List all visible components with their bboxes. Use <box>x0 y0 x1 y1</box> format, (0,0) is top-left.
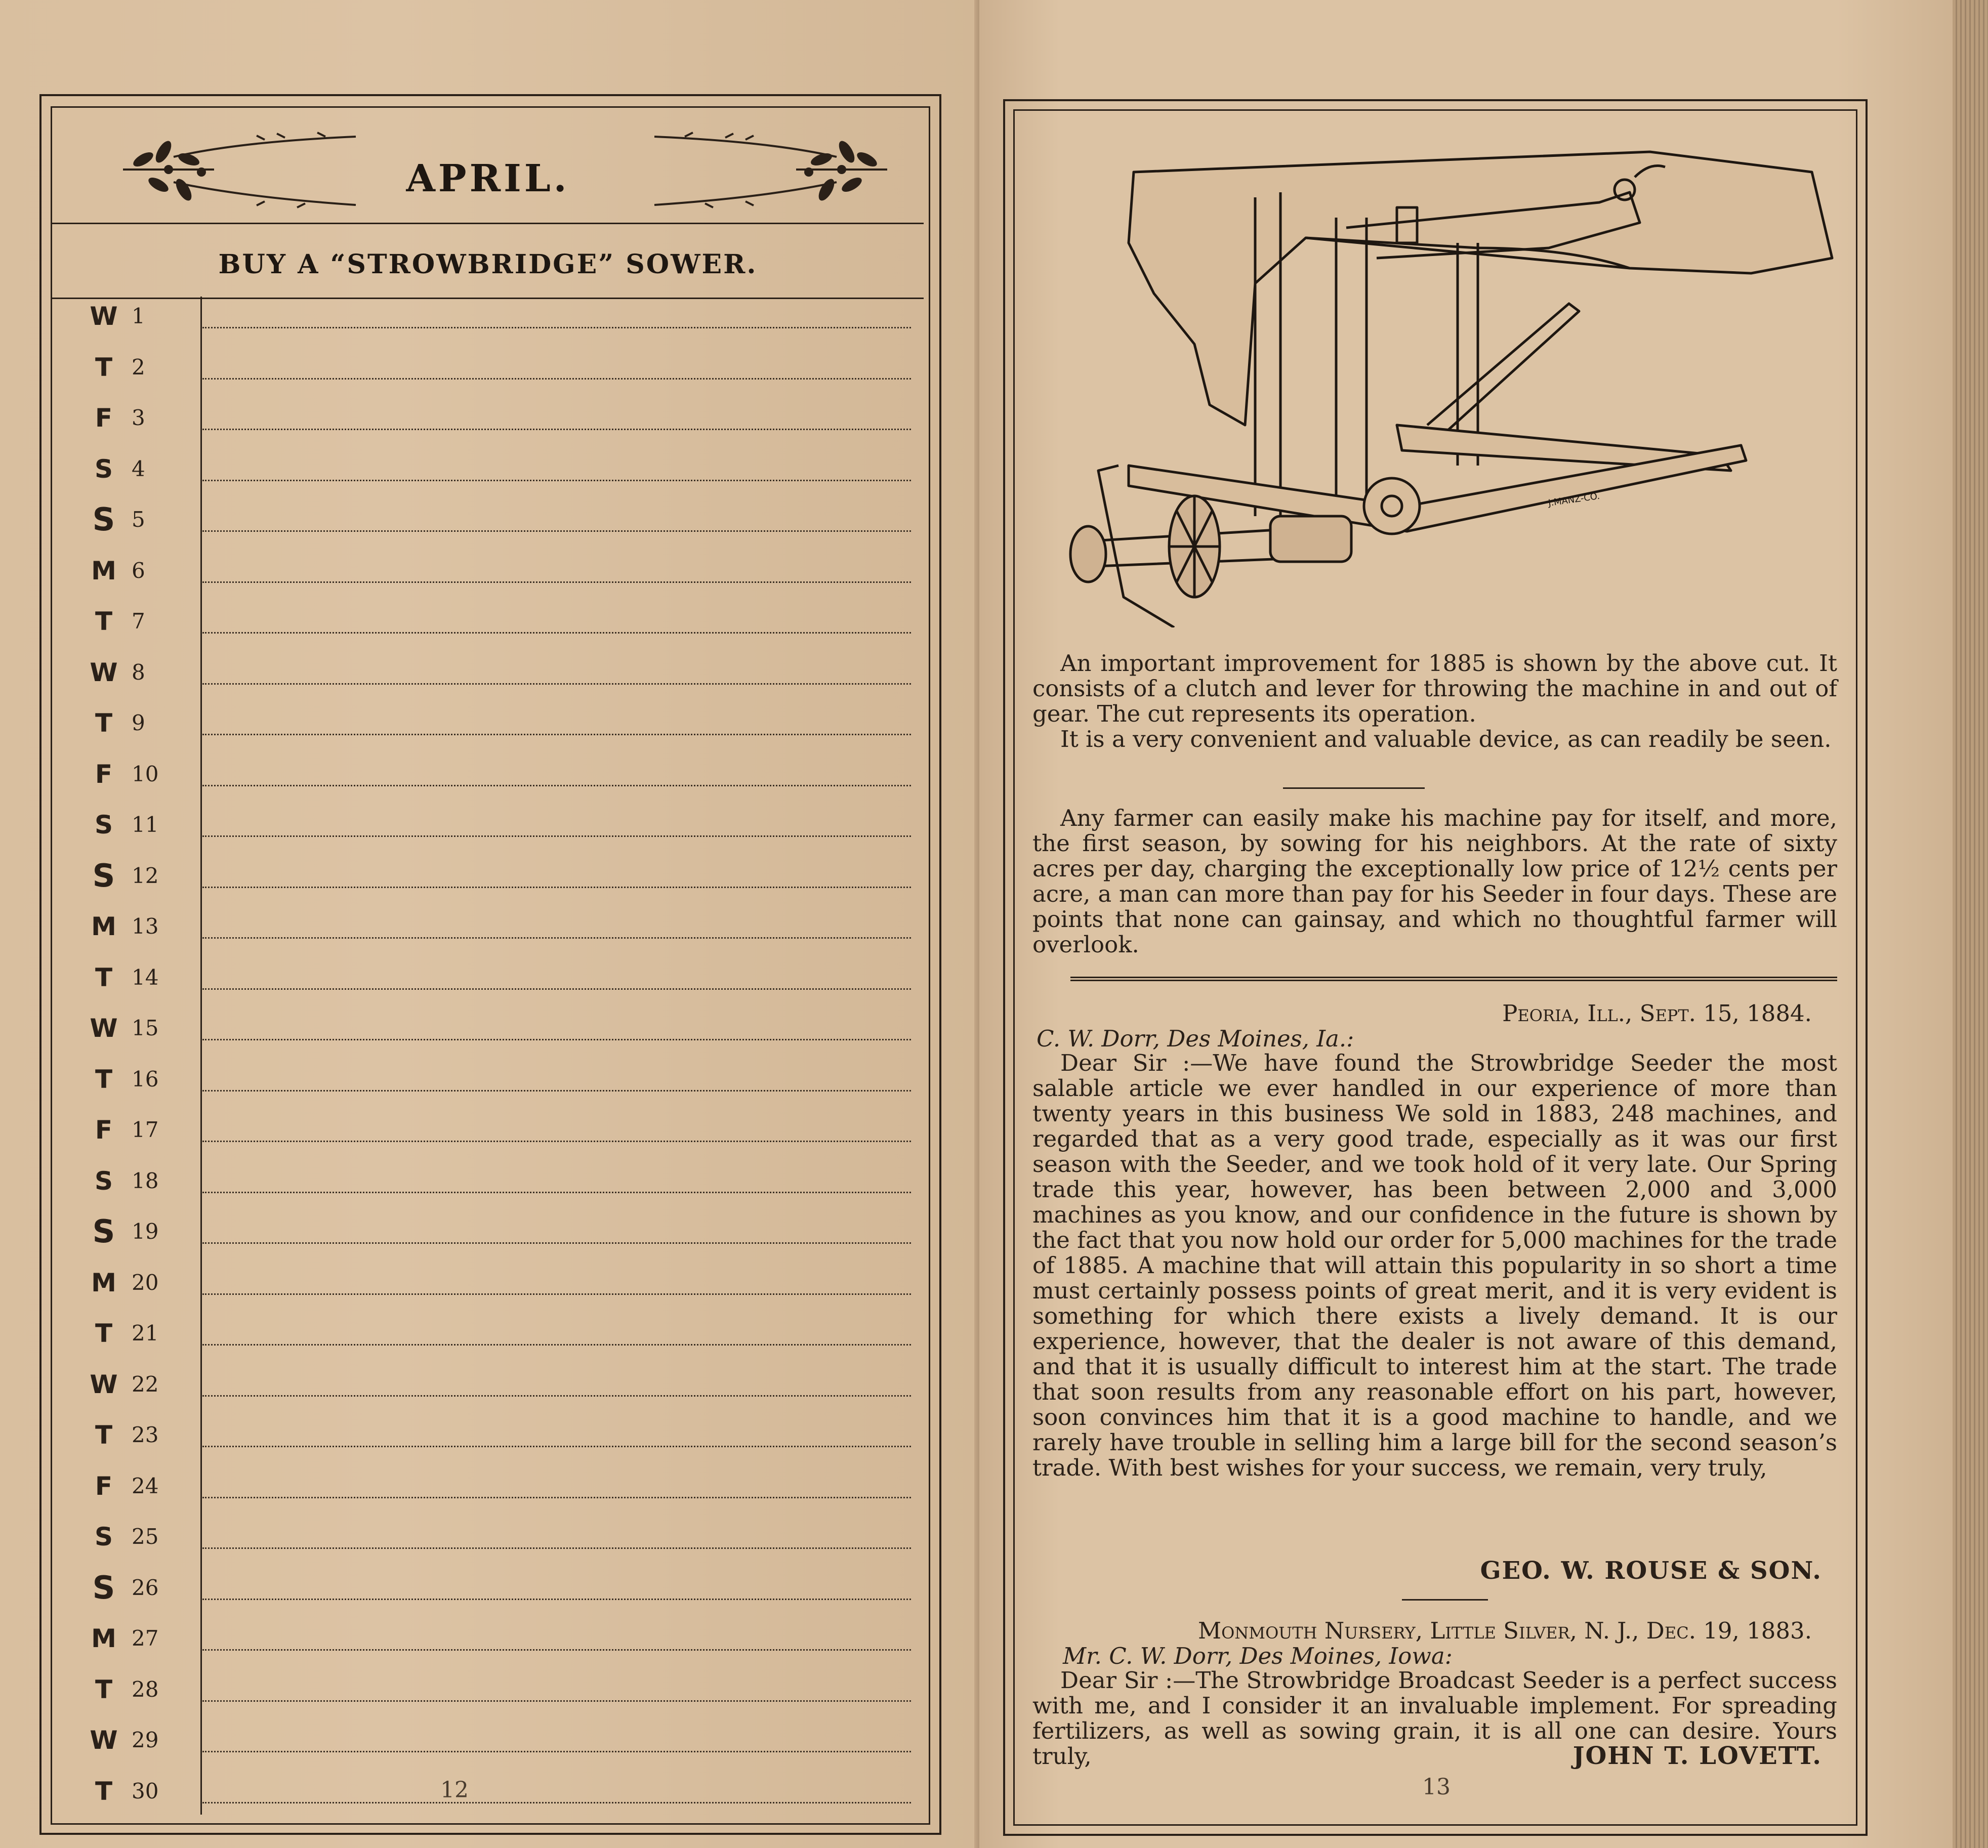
testimonials-rule-1 <box>1070 977 1837 978</box>
memo-line[interactable] <box>202 429 911 430</box>
calendar-row <box>71 297 911 347</box>
calendar-row <box>71 398 911 449</box>
day-number: 10 <box>132 761 159 786</box>
day-of-week: S <box>92 501 115 538</box>
memo-line[interactable] <box>202 1751 911 1752</box>
day-of-week: S <box>94 454 113 484</box>
day-of-week: F <box>95 759 113 789</box>
day-of-week: F <box>95 1115 113 1145</box>
day-of-week: W <box>90 1369 118 1399</box>
improvement-para-2: It is a very convenient and valuable device, as can readily be seen. <box>1060 726 1832 752</box>
memo-line[interactable] <box>202 683 911 685</box>
day-number: 20 <box>132 1270 159 1295</box>
memo-line[interactable] <box>202 1039 911 1040</box>
letter2-addressee: Mr. C. W. Dorr, Des Moines, Iowa: <box>1063 1643 1453 1669</box>
calendar-row <box>71 1415 911 1466</box>
memo-line[interactable] <box>202 1293 911 1295</box>
memo-line[interactable] <box>202 1090 911 1091</box>
memo-line[interactable] <box>202 1395 911 1397</box>
farmer-notice <box>1032 806 1837 957</box>
day-number: 7 <box>132 609 145 634</box>
left-page-number: 12 <box>440 1777 469 1803</box>
calendar-row <box>71 1365 911 1415</box>
letter1 <box>1032 1051 1837 1481</box>
day-of-week: T <box>95 1420 113 1450</box>
right-page-number: 13 <box>1422 1774 1451 1800</box>
calendar-row <box>71 703 911 754</box>
memo-line[interactable] <box>202 1242 911 1244</box>
day-of-week: S <box>92 1213 115 1250</box>
day-number: 24 <box>132 1473 159 1498</box>
section-rule <box>1283 787 1425 789</box>
memo-line[interactable] <box>202 1599 911 1600</box>
day-number: 15 <box>132 1016 159 1040</box>
calendar-row <box>71 1670 911 1720</box>
month-header <box>52 121 924 223</box>
memo-line[interactable] <box>202 1141 911 1142</box>
day-of-week: T <box>95 607 113 636</box>
farmer-para: Any farmer can easily make his machine pay for itself, and more, the first season, by sowing for his neighbors. At the rate of sixty acres per day, charging the exceptionally low price of 12½ cents per acre, a man can more than pay for his Seeder in four days. These are points that none can gainsay, and which no thoughtful farmer will overlook. <box>1032 805 1837 958</box>
letter1-signature: GEO. W. ROUSE & SON. <box>1480 1557 1822 1585</box>
memo-line[interactable] <box>202 988 911 990</box>
memo-line[interactable] <box>202 785 911 786</box>
day-of-week: M <box>91 1268 116 1297</box>
calendar-row <box>71 1772 911 1822</box>
day-of-week: T <box>95 352 113 382</box>
calendar-row <box>71 754 911 805</box>
day-of-week: T <box>95 708 113 738</box>
day-number: 11 <box>132 812 159 837</box>
day-of-week: S <box>94 810 113 839</box>
slogan: BUY A “STROWBRIDGE” SOWER. <box>218 249 758 280</box>
engraver-mark: J.MANZ-CO. <box>1547 490 1601 509</box>
calendar-row <box>71 1466 911 1517</box>
day-number: 18 <box>132 1168 159 1193</box>
day-number: 23 <box>132 1422 159 1447</box>
improvement-para-1: An important improvement for 1885 is shown by the above cut. It consists of a clutch and lever for throwing the machine in and out of gear. The cut represents its operation. <box>1032 650 1837 727</box>
day-number: 17 <box>132 1117 159 1142</box>
day-number: 13 <box>132 914 159 939</box>
calendar-row <box>71 856 911 907</box>
calendar-row <box>71 907 911 957</box>
day-number: 16 <box>132 1066 159 1091</box>
memo-line[interactable] <box>202 480 911 481</box>
calendar-row <box>71 1161 911 1212</box>
calendar-row <box>71 805 911 856</box>
day-of-week: S <box>92 1569 115 1606</box>
memo-line[interactable] <box>202 835 911 837</box>
memo-line[interactable] <box>202 1649 911 1651</box>
day-number: 14 <box>132 964 159 990</box>
calendar-row <box>71 1060 911 1110</box>
memo-line[interactable] <box>202 1192 911 1193</box>
letter1-addressee: C. W. Dorr, Des Moines, Ia.: <box>1037 1025 1354 1052</box>
header-rule <box>52 223 924 224</box>
calendar-row <box>71 1212 911 1263</box>
calendar-row <box>71 1314 911 1364</box>
calendar-row <box>71 653 911 703</box>
day-number: 27 <box>132 1626 159 1651</box>
calendar-row <box>71 1517 911 1568</box>
day-number: 9 <box>132 710 145 735</box>
memo-line[interactable] <box>202 887 911 888</box>
seeder-clutch-illustration <box>1043 142 1852 627</box>
day-of-week: S <box>94 1166 113 1196</box>
calendar-row <box>71 1619 911 1669</box>
calendar-row <box>71 1263 911 1314</box>
ornament-right-icon <box>614 121 897 223</box>
day-number: 4 <box>132 456 145 481</box>
memo-line[interactable] <box>202 1446 911 1447</box>
calendar-row <box>71 602 911 652</box>
calendar-row <box>71 1009 911 1059</box>
day-number: 29 <box>132 1728 159 1752</box>
memo-line[interactable] <box>202 327 911 328</box>
day-number: 3 <box>132 405 145 430</box>
day-number: 8 <box>132 659 145 685</box>
day-number: 1 <box>132 304 145 328</box>
memo-line[interactable] <box>202 530 911 532</box>
calendar-row <box>71 1110 911 1161</box>
letter1-dateline: Peoria, Ill., Sept. 15, 1884. <box>1502 1000 1812 1027</box>
memo-line[interactable] <box>202 1700 911 1702</box>
day-of-week: W <box>90 1726 118 1755</box>
day-of-week: W <box>90 657 118 687</box>
day-of-week: W <box>90 302 118 331</box>
day-of-week: T <box>95 1776 113 1806</box>
day-number: 5 <box>132 507 145 532</box>
day-number: 25 <box>132 1524 159 1549</box>
letter2-signature: JOHN T. LOVETT. <box>1572 1742 1822 1770</box>
memo-line[interactable] <box>202 632 911 634</box>
calendar-row <box>71 958 911 1009</box>
day-number: 26 <box>132 1575 159 1600</box>
day-number: 2 <box>132 354 145 380</box>
day-of-week: M <box>91 912 116 941</box>
calendar-row <box>71 348 911 398</box>
memo-line[interactable] <box>202 1802 911 1803</box>
day-of-week: M <box>91 556 116 585</box>
day-of-week: S <box>92 857 115 894</box>
day-number: 6 <box>132 558 145 583</box>
day-number: 22 <box>132 1371 159 1397</box>
day-of-week: T <box>95 1674 113 1704</box>
letter2-dateline: Monmouth Nursery, Little Silver, N. J., Dec. 19, 1883. <box>1198 1617 1812 1644</box>
calendar-row <box>71 1720 911 1771</box>
calendar-row <box>71 1568 911 1619</box>
day-number: 28 <box>132 1676 159 1702</box>
letter1-body: Dear Sir :—We have found the Strowbridge Seeder the most salable article we ever handled in our experience of more than twenty years in this business We sold in 1883, 248 machines, and regarded that as a very good trade, especially as it was our first season with the Seeder, and we took hold of it very late. Our Spring trade this year, however, has been between 2,000 and 3,000 machines as you know, and our confidence in the future is shown by the fact that you now hold our order for 5,000 machines for the trade of 1885. A machine that will attain this popularity in so short a time must certainly possess points of great merit, and it is very evident is something for which there exists a lively demand. It is our experience, however, that the dealer is not aware of this demand, and that it is usually difficult to interest him at the start. The trade that soon results from any reasonable effort on his part, however, soon convinces him that it is a good machine to handle, and we rarely have trouble in selling him a large bill for the second season’s trade. With best wishes for your success, we remain, very truly, <box>1032 1049 1837 1481</box>
calendar-row <box>71 500 911 551</box>
month-title: APRIL. <box>406 157 570 200</box>
page-edges <box>1953 0 1988 1848</box>
day-number: 21 <box>132 1321 159 1346</box>
day-of-week: S <box>94 1522 113 1551</box>
day-of-week: M <box>91 1624 116 1653</box>
day-of-week: T <box>95 1319 113 1348</box>
day-number: 19 <box>132 1219 159 1244</box>
memo-line[interactable] <box>202 734 911 735</box>
day-of-week: F <box>95 403 113 433</box>
memo-line[interactable] <box>202 1547 911 1549</box>
calendar-row <box>71 449 911 500</box>
day-of-week: W <box>90 1014 118 1043</box>
letter-divider <box>1402 1599 1488 1601</box>
day-of-week: F <box>95 1471 113 1501</box>
memo-line[interactable] <box>202 1497 911 1498</box>
testimonials-rule-2 <box>1070 980 1837 981</box>
improvement-notice <box>1032 651 1837 752</box>
day-number: 12 <box>132 863 159 888</box>
memo-line[interactable] <box>202 1344 911 1346</box>
memo-line[interactable] <box>202 581 911 583</box>
calendar-row <box>71 551 911 602</box>
letter2-body: Dear Sir :—The Strowbridge Broadcast Seeder is a perfect success with me, and I consider it an invaluable implement. For spreading fertilizers, as well as sowing grain, it is all one can desire. Yours truly, <box>1032 1667 1837 1770</box>
day-number: 30 <box>132 1778 159 1803</box>
day-of-week: T <box>95 962 113 992</box>
memo-line[interactable] <box>202 937 911 939</box>
memo-line[interactable] <box>202 378 911 380</box>
day-of-week: T <box>95 1064 113 1094</box>
